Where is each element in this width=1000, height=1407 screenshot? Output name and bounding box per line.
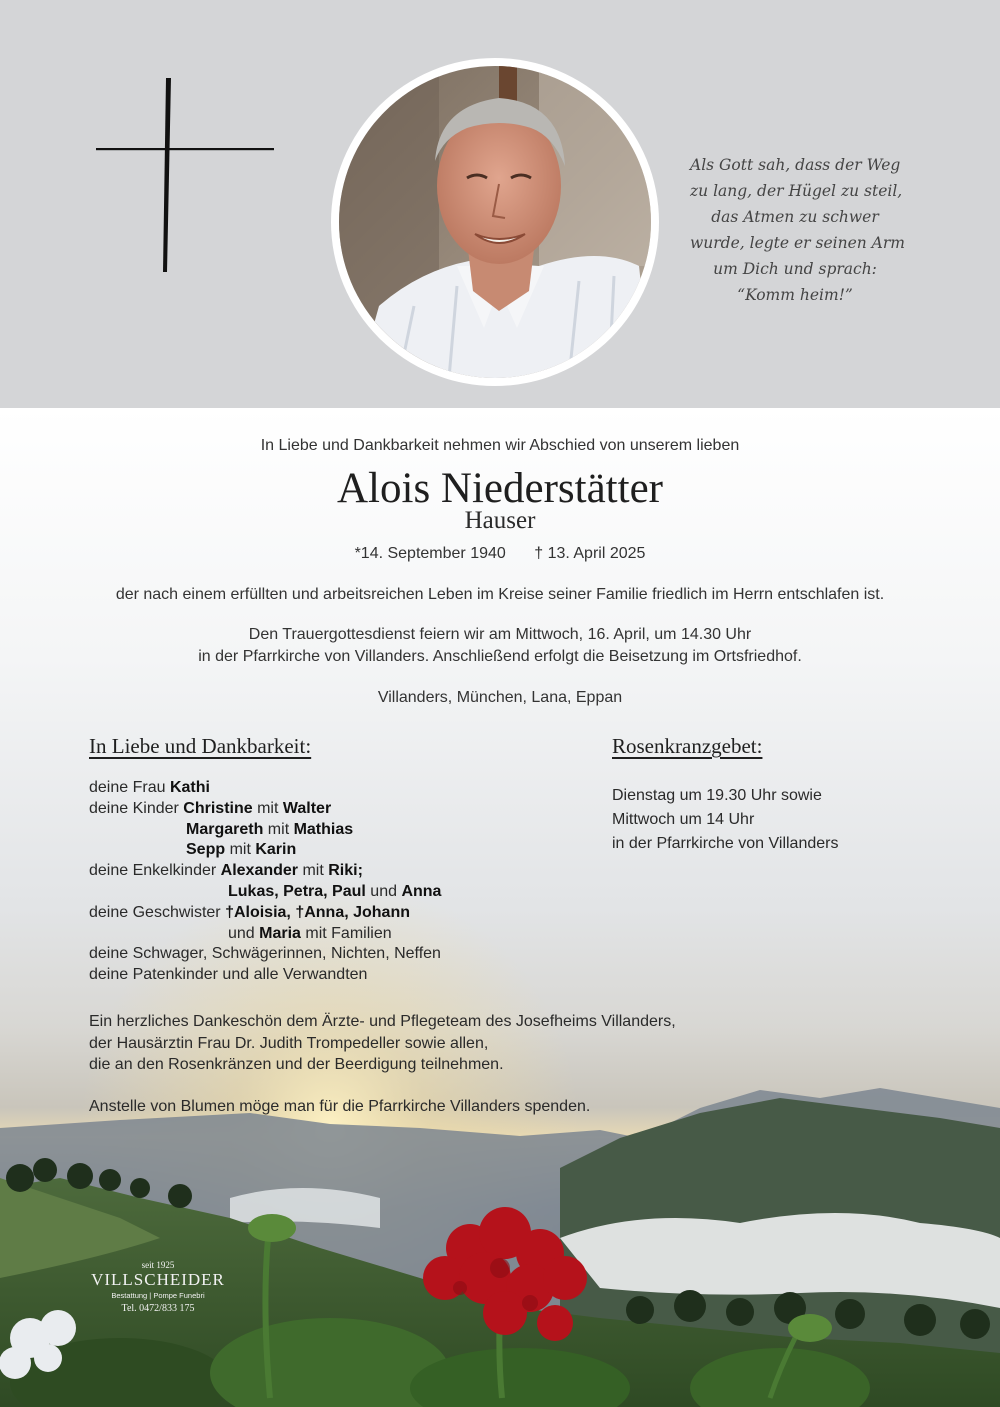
family-list (89, 778, 441, 986)
quote-line: “Komm heim!” (737, 286, 853, 304)
rosary-title: Rosenkranzgebet: (612, 734, 763, 758)
cross-icon (94, 76, 276, 274)
rosary-line: in der Pfarrkirche von Villanders (612, 835, 839, 852)
life-dates (0, 545, 1000, 563)
list-item: Sepp mit Karin (186, 841, 297, 859)
list-item: Margareth mit Mathias (186, 820, 354, 838)
list-item: deine Enkelkinder Alexander mit Riki; (89, 862, 363, 880)
service-line-1: Den Trauergottesdienst feiern wir am Mittwoch, 16. April, um 14.30 Uhr (248, 626, 752, 643)
rosary-details (612, 784, 838, 856)
quote-text (690, 152, 905, 308)
logo-phone: Tel. 0472/833 175 (121, 1303, 195, 1314)
deceased-nickname: Hauser (464, 507, 536, 534)
list-item: Lukas, Petra, Paul und Anna (228, 882, 442, 900)
list-item: und Maria mit Familien (228, 924, 392, 942)
quote-line: Als Gott sah, dass der Weg (690, 156, 901, 174)
header-band (0, 0, 1000, 408)
list-item: deine Schwager, Schwägerinnen, Nichten, Neffen (89, 945, 441, 963)
thanks-line: Ein herzliches Dankeschön dem Ärzte- und Pflegeteam des Josefheims Villanders, (89, 1013, 676, 1030)
list-item: deine Kinder Christine mit Walter (89, 799, 332, 817)
quote-line: zu lang, der Hügel zu steil, (690, 182, 903, 200)
list-item: deine Geschwister †Aloisia, †Anna, Johann (89, 903, 410, 921)
quote-line: wurde, legte er seinen Arm (690, 234, 905, 252)
portrait-photo (339, 66, 651, 378)
quote-line: um Dich und sprach: (713, 260, 877, 278)
funeral-home-logo (88, 1260, 228, 1314)
service-line-2: in der Pfarrkirche von Villanders. Anschließend erfolgt die Beisetzung im Ortsfriedhof. (198, 648, 802, 665)
logo-brand: VILLSCHEIDER (91, 1270, 225, 1289)
list-item: deine Frau Kathi (89, 779, 210, 796)
intro-text: In Liebe und Dankbarkeit nehmen wir Abschied von unserem lieben (260, 437, 740, 454)
donation-text: Anstelle von Blumen möge man für die Pfarrkirche Villanders spenden. (89, 1098, 591, 1115)
thanks-line: der Hausärztin Frau Dr. Judith Trompedeller sowie allen, (89, 1034, 489, 1052)
death-date: † 13. April 2025 (534, 545, 646, 562)
list-item: deine Patenkinder und alle Verwandten (89, 966, 368, 984)
quote-line: das Atmen zu schwer (711, 208, 879, 226)
family-title: In Liebe und Dankbarkeit: (89, 734, 312, 758)
passing-text: der nach einem erfüllten und arbeitsreichen Leben im Kreise seiner Familie friedlich im Herrn entschlafen ist. (115, 586, 885, 603)
logo-subtitle: Bestattung | Pompe Funebri (111, 1291, 205, 1300)
deceased-name: Alois Niederstätter (337, 465, 663, 512)
rosary-line: Mittwoch um 14 Uhr (612, 811, 755, 828)
thanks-line: die an den Rosenkränzen und der Beerdigung teilnehmen. (89, 1056, 504, 1073)
thanks-text (89, 1011, 676, 1076)
logo-since: seit 1925 (141, 1260, 175, 1270)
birth-date: *14. September 1940 (354, 545, 506, 562)
places-text: Villanders, München, Lana, Eppan (377, 689, 623, 706)
rosary-line: Dienstag um 19.30 Uhr sowie (612, 787, 822, 804)
